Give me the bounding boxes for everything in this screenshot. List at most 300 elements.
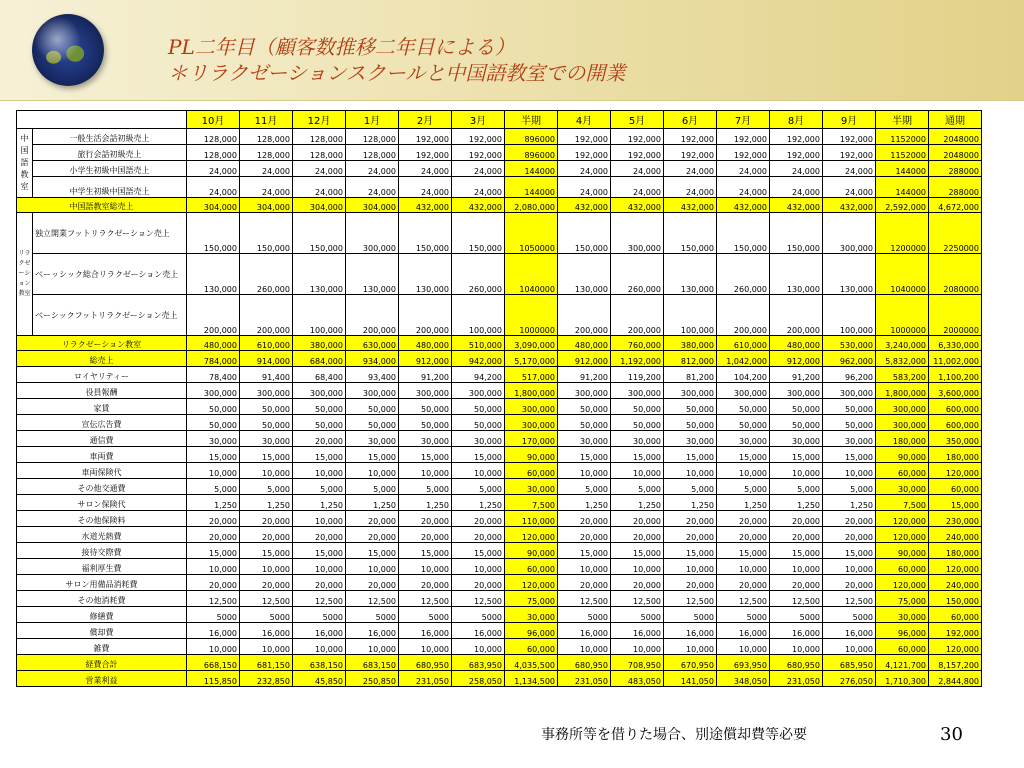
row-label: サロン用備品消耗費 bbox=[17, 575, 187, 591]
expense-row bbox=[17, 367, 982, 383]
value-cell: 24,000 bbox=[399, 177, 452, 198]
expense-row bbox=[17, 479, 982, 495]
value-cell: 150,000 bbox=[558, 213, 611, 254]
table-header-row bbox=[17, 111, 982, 129]
value-cell: 12,500 bbox=[346, 591, 399, 607]
value-cell: 75,000 bbox=[876, 591, 929, 607]
table-row bbox=[17, 177, 982, 198]
value-cell: 60,000 bbox=[876, 559, 929, 575]
group-label-relax: リラクゼーション教室 bbox=[17, 213, 33, 336]
expense-row bbox=[17, 591, 982, 607]
value-cell: 192,000 bbox=[611, 145, 664, 161]
value-cell: 120,000 bbox=[929, 639, 982, 655]
value-cell: 20,000 bbox=[240, 575, 293, 591]
value-cell: 4,672,000 bbox=[929, 198, 982, 213]
value-cell: 3,600,000 bbox=[929, 383, 982, 399]
value-cell: 304,000 bbox=[293, 198, 346, 213]
value-cell: 670,950 bbox=[664, 655, 717, 671]
value-cell: 638,150 bbox=[293, 655, 346, 671]
expense-row bbox=[17, 623, 982, 639]
row-label: その他消耗費 bbox=[17, 591, 187, 607]
value-cell: 15,000 bbox=[611, 447, 664, 463]
value-cell: 300,000 bbox=[876, 415, 929, 431]
value-cell: 130,000 bbox=[664, 254, 717, 295]
value-cell: 1,042,000 bbox=[717, 351, 770, 367]
value-cell: 300,000 bbox=[399, 383, 452, 399]
value-cell: 1050000 bbox=[505, 213, 558, 254]
value-cell: 300,000 bbox=[611, 213, 664, 254]
value-cell: 5000 bbox=[240, 607, 293, 623]
row-label: 独立開業フットリラクゼーション売上 bbox=[33, 213, 187, 254]
value-cell: 681,150 bbox=[240, 655, 293, 671]
value-cell: 24,000 bbox=[293, 177, 346, 198]
table-row bbox=[17, 254, 982, 295]
value-cell: 130,000 bbox=[770, 254, 823, 295]
expense-row bbox=[17, 431, 982, 447]
value-cell: 200,000 bbox=[240, 295, 293, 336]
value-cell: 5,832,000 bbox=[876, 351, 929, 367]
value-cell: 20,000 bbox=[187, 575, 240, 591]
value-cell: 304,000 bbox=[346, 198, 399, 213]
value-cell: 50,000 bbox=[240, 415, 293, 431]
value-cell: 260,000 bbox=[240, 254, 293, 295]
value-cell: 60,000 bbox=[505, 463, 558, 479]
value-cell: 16,000 bbox=[240, 623, 293, 639]
value-cell: 5000 bbox=[558, 607, 611, 623]
value-cell: 15,000 bbox=[240, 447, 293, 463]
value-cell: 24,000 bbox=[399, 161, 452, 177]
value-cell: 128,000 bbox=[240, 145, 293, 161]
value-cell: 20,000 bbox=[558, 575, 611, 591]
value-cell: 50,000 bbox=[452, 399, 505, 415]
value-cell: 300,000 bbox=[187, 383, 240, 399]
value-cell: 784,000 bbox=[187, 351, 240, 367]
value-cell: 20,000 bbox=[770, 575, 823, 591]
value-cell: 10,000 bbox=[346, 463, 399, 479]
value-cell: 104,200 bbox=[717, 367, 770, 383]
value-cell: 20,000 bbox=[452, 511, 505, 527]
expense-total-row bbox=[17, 655, 982, 671]
column-header: 9月 bbox=[823, 111, 876, 129]
value-cell: 2,080,000 bbox=[505, 198, 558, 213]
value-cell: 10,000 bbox=[240, 463, 293, 479]
value-cell: 192,000 bbox=[717, 145, 770, 161]
value-cell: 24,000 bbox=[346, 161, 399, 177]
value-cell: 16,000 bbox=[664, 623, 717, 639]
value-cell: 90,000 bbox=[505, 543, 558, 559]
value-cell: 683,950 bbox=[452, 655, 505, 671]
value-cell: 15,000 bbox=[770, 543, 823, 559]
expense-row bbox=[17, 543, 982, 559]
value-cell: 20,000 bbox=[187, 527, 240, 543]
value-cell: 20,000 bbox=[452, 575, 505, 591]
value-cell: 20,000 bbox=[823, 511, 876, 527]
value-cell: 130,000 bbox=[823, 254, 876, 295]
value-cell: 10,000 bbox=[717, 559, 770, 575]
value-cell: 20,000 bbox=[770, 511, 823, 527]
value-cell: 5,000 bbox=[293, 479, 346, 495]
value-cell: 10,000 bbox=[452, 639, 505, 655]
value-cell: 20,000 bbox=[664, 511, 717, 527]
sales-total-row bbox=[17, 351, 982, 367]
value-cell: 30,000 bbox=[823, 431, 876, 447]
pl-table bbox=[16, 110, 982, 687]
value-cell: 1000000 bbox=[876, 295, 929, 336]
value-cell: 120,000 bbox=[876, 575, 929, 591]
value-cell: 432,000 bbox=[823, 198, 876, 213]
value-cell: 90,000 bbox=[876, 447, 929, 463]
value-cell: 20,000 bbox=[611, 527, 664, 543]
value-cell: 200,000 bbox=[558, 295, 611, 336]
value-cell: 15,000 bbox=[929, 495, 982, 511]
subtotal-row bbox=[17, 336, 982, 351]
value-cell: 91,200 bbox=[399, 367, 452, 383]
value-cell: 200,000 bbox=[346, 295, 399, 336]
value-cell: 5,000 bbox=[346, 479, 399, 495]
value-cell: 10,000 bbox=[611, 559, 664, 575]
value-cell: 15,000 bbox=[187, 543, 240, 559]
value-cell: 10,000 bbox=[611, 463, 664, 479]
value-cell: 15,000 bbox=[717, 447, 770, 463]
value-cell: 10,000 bbox=[823, 559, 876, 575]
value-cell: 10,000 bbox=[399, 559, 452, 575]
value-cell: 5,000 bbox=[240, 479, 293, 495]
value-cell: 10,000 bbox=[187, 463, 240, 479]
value-cell: 1,250 bbox=[346, 495, 399, 511]
value-cell: 348,050 bbox=[717, 671, 770, 687]
value-cell: 110,000 bbox=[505, 511, 558, 527]
row-label: 通信費 bbox=[17, 431, 187, 447]
value-cell: 10,000 bbox=[558, 463, 611, 479]
table-row bbox=[17, 213, 982, 254]
value-cell: 5,000 bbox=[558, 479, 611, 495]
value-cell: 30,000 bbox=[876, 479, 929, 495]
subtotal-row bbox=[17, 198, 982, 213]
value-cell: 15,000 bbox=[558, 543, 611, 559]
value-cell: 50,000 bbox=[770, 415, 823, 431]
value-cell: 10,000 bbox=[664, 463, 717, 479]
value-cell: 120,000 bbox=[505, 527, 558, 543]
value-cell: 24,000 bbox=[187, 177, 240, 198]
value-cell: 10,000 bbox=[346, 639, 399, 655]
value-cell: 30,000 bbox=[505, 479, 558, 495]
header-blank-cell bbox=[17, 111, 187, 129]
value-cell: 300,000 bbox=[346, 383, 399, 399]
value-cell: 432,000 bbox=[717, 198, 770, 213]
value-cell: 2000000 bbox=[929, 295, 982, 336]
value-cell: 1,250 bbox=[240, 495, 293, 511]
value-cell: 20,000 bbox=[717, 527, 770, 543]
value-cell: 15,000 bbox=[664, 543, 717, 559]
value-cell: 15,000 bbox=[664, 447, 717, 463]
column-header: 3月 bbox=[452, 111, 505, 129]
value-cell: 192,000 bbox=[823, 145, 876, 161]
value-cell: 192,000 bbox=[770, 145, 823, 161]
value-cell: 5,170,000 bbox=[505, 351, 558, 367]
value-cell: 115,850 bbox=[187, 671, 240, 687]
row-label: 営業利益 bbox=[17, 671, 187, 687]
value-cell: 12,500 bbox=[611, 591, 664, 607]
value-cell: 16,000 bbox=[717, 623, 770, 639]
value-cell: 5000 bbox=[823, 607, 876, 623]
value-cell: 300,000 bbox=[505, 415, 558, 431]
value-cell: 192,000 bbox=[929, 623, 982, 639]
value-cell: 50,000 bbox=[293, 415, 346, 431]
value-cell: 91,400 bbox=[240, 367, 293, 383]
row-label: 家賃 bbox=[17, 399, 187, 415]
value-cell: 2080000 bbox=[929, 254, 982, 295]
value-cell: 144000 bbox=[505, 177, 558, 198]
column-header: 6月 bbox=[664, 111, 717, 129]
value-cell: 708,950 bbox=[611, 655, 664, 671]
value-cell: 15,000 bbox=[399, 543, 452, 559]
value-cell: 1152000 bbox=[876, 145, 929, 161]
value-cell: 20,000 bbox=[240, 511, 293, 527]
value-cell: 5000 bbox=[293, 607, 346, 623]
value-cell: 232,850 bbox=[240, 671, 293, 687]
value-cell: 192,000 bbox=[399, 129, 452, 145]
expense-row bbox=[17, 527, 982, 543]
expense-row bbox=[17, 447, 982, 463]
footer-note: 事務所等を借りた場合、別途償却費等必要 bbox=[541, 727, 807, 743]
value-cell: 50,000 bbox=[187, 399, 240, 415]
value-cell: 300,000 bbox=[240, 383, 293, 399]
value-cell: 1,250 bbox=[664, 495, 717, 511]
value-cell: 380,000 bbox=[664, 336, 717, 351]
value-cell: 300,000 bbox=[823, 383, 876, 399]
value-cell: 15,000 bbox=[187, 447, 240, 463]
value-cell: 20,000 bbox=[664, 575, 717, 591]
value-cell: 16,000 bbox=[770, 623, 823, 639]
value-cell: 12,500 bbox=[293, 591, 346, 607]
value-cell: 16,000 bbox=[452, 623, 505, 639]
value-cell: 5,000 bbox=[717, 479, 770, 495]
value-cell: 10,000 bbox=[240, 639, 293, 655]
value-cell: 5,000 bbox=[399, 479, 452, 495]
value-cell: 1,100,200 bbox=[929, 367, 982, 383]
row-label: その他交通費 bbox=[17, 479, 187, 495]
row-label: 役員報酬 bbox=[17, 383, 187, 399]
value-cell: 693,950 bbox=[717, 655, 770, 671]
value-cell: 120,000 bbox=[929, 559, 982, 575]
value-cell: 50,000 bbox=[558, 399, 611, 415]
value-cell: 5000 bbox=[664, 607, 717, 623]
expense-row bbox=[17, 495, 982, 511]
pl-table-wrapper bbox=[16, 110, 982, 687]
table-row bbox=[17, 161, 982, 177]
column-header: 12月 bbox=[293, 111, 346, 129]
value-cell: 81,200 bbox=[664, 367, 717, 383]
value-cell: 260,000 bbox=[611, 254, 664, 295]
value-cell: 24,000 bbox=[823, 161, 876, 177]
value-cell: 5000 bbox=[452, 607, 505, 623]
column-header: 5月 bbox=[611, 111, 664, 129]
value-cell: 90,000 bbox=[505, 447, 558, 463]
value-cell: 5000 bbox=[346, 607, 399, 623]
column-header: 11月 bbox=[240, 111, 293, 129]
value-cell: 50,000 bbox=[240, 399, 293, 415]
value-cell: 16,000 bbox=[293, 623, 346, 639]
value-cell: 1,250 bbox=[717, 495, 770, 511]
value-cell: 680,950 bbox=[558, 655, 611, 671]
value-cell: 432,000 bbox=[770, 198, 823, 213]
value-cell: 60,000 bbox=[929, 479, 982, 495]
value-cell: 5000 bbox=[187, 607, 240, 623]
value-cell: 24,000 bbox=[558, 177, 611, 198]
value-cell: 50,000 bbox=[399, 399, 452, 415]
value-cell: 200,000 bbox=[770, 295, 823, 336]
row-label: 接待交際費 bbox=[17, 543, 187, 559]
value-cell: 3,240,000 bbox=[876, 336, 929, 351]
value-cell: 94,200 bbox=[452, 367, 505, 383]
value-cell: 30,000 bbox=[558, 431, 611, 447]
value-cell: 170,000 bbox=[505, 431, 558, 447]
value-cell: 12,500 bbox=[664, 591, 717, 607]
row-label: 総売上 bbox=[17, 351, 187, 367]
value-cell: 15,000 bbox=[346, 543, 399, 559]
row-label: 中国語教室総売上 bbox=[17, 198, 187, 213]
value-cell: 10,000 bbox=[293, 463, 346, 479]
value-cell: 192,000 bbox=[717, 129, 770, 145]
value-cell: 16,000 bbox=[823, 623, 876, 639]
value-cell: 20,000 bbox=[346, 527, 399, 543]
row-label: その他保険料 bbox=[17, 511, 187, 527]
value-cell: 180,000 bbox=[876, 431, 929, 447]
group-label-chinese: 中国語教室 bbox=[17, 129, 33, 198]
value-cell: 60,000 bbox=[505, 559, 558, 575]
value-cell: 100,000 bbox=[664, 295, 717, 336]
row-label: 中学生初級中国語売上 bbox=[33, 177, 187, 198]
value-cell: 120,000 bbox=[505, 575, 558, 591]
value-cell: 304,000 bbox=[240, 198, 293, 213]
expense-row bbox=[17, 463, 982, 479]
value-cell: 912,000 bbox=[558, 351, 611, 367]
row-label: 宣伝広告費 bbox=[17, 415, 187, 431]
expense-row bbox=[17, 607, 982, 623]
value-cell: 150,000 bbox=[770, 213, 823, 254]
value-cell: 12,500 bbox=[240, 591, 293, 607]
value-cell: 128,000 bbox=[240, 129, 293, 145]
value-cell: 300,000 bbox=[558, 383, 611, 399]
value-cell: 4,035,500 bbox=[505, 655, 558, 671]
value-cell: 15,000 bbox=[452, 447, 505, 463]
value-cell: 480,000 bbox=[770, 336, 823, 351]
value-cell: 260,000 bbox=[452, 254, 505, 295]
value-cell: 30,000 bbox=[452, 431, 505, 447]
value-cell: 96,000 bbox=[876, 623, 929, 639]
value-cell: 1,800,000 bbox=[876, 383, 929, 399]
column-header: 通期 bbox=[929, 111, 982, 129]
value-cell: 12,500 bbox=[717, 591, 770, 607]
value-cell: 50,000 bbox=[770, 399, 823, 415]
value-cell: 91,200 bbox=[770, 367, 823, 383]
value-cell: 1040000 bbox=[505, 254, 558, 295]
value-cell: 150,000 bbox=[293, 213, 346, 254]
value-cell: 1000000 bbox=[505, 295, 558, 336]
value-cell: 50,000 bbox=[664, 415, 717, 431]
value-cell: 2048000 bbox=[929, 129, 982, 145]
value-cell: 68,400 bbox=[293, 367, 346, 383]
value-cell: 10,000 bbox=[717, 639, 770, 655]
column-header: 8月 bbox=[770, 111, 823, 129]
value-cell: 16,000 bbox=[399, 623, 452, 639]
value-cell: 517,000 bbox=[505, 367, 558, 383]
value-cell: 5000 bbox=[717, 607, 770, 623]
value-cell: 180,000 bbox=[929, 543, 982, 559]
value-cell: 20,000 bbox=[399, 527, 452, 543]
value-cell: 50,000 bbox=[717, 399, 770, 415]
value-cell: 680,950 bbox=[399, 655, 452, 671]
value-cell: 20,000 bbox=[293, 431, 346, 447]
value-cell: 90,000 bbox=[876, 543, 929, 559]
value-cell: 10,000 bbox=[187, 639, 240, 655]
value-cell: 128,000 bbox=[346, 129, 399, 145]
value-cell: 12,500 bbox=[187, 591, 240, 607]
value-cell: 120,000 bbox=[876, 511, 929, 527]
value-cell: 192,000 bbox=[558, 145, 611, 161]
value-cell: 50,000 bbox=[399, 415, 452, 431]
value-cell: 180,000 bbox=[929, 447, 982, 463]
value-cell: 50,000 bbox=[452, 415, 505, 431]
value-cell: 20,000 bbox=[823, 575, 876, 591]
column-header: 半期 bbox=[505, 111, 558, 129]
value-cell: 15,000 bbox=[823, 447, 876, 463]
column-header: 半期 bbox=[876, 111, 929, 129]
value-cell: 300,000 bbox=[717, 383, 770, 399]
value-cell: 510,000 bbox=[452, 336, 505, 351]
value-cell: 912,000 bbox=[770, 351, 823, 367]
value-cell: 60,000 bbox=[505, 639, 558, 655]
value-cell: 10,000 bbox=[240, 559, 293, 575]
value-cell: 11,002,000 bbox=[929, 351, 982, 367]
value-cell: 1,710,300 bbox=[876, 671, 929, 687]
value-cell: 24,000 bbox=[293, 161, 346, 177]
value-cell: 10,000 bbox=[399, 463, 452, 479]
value-cell: 432,000 bbox=[558, 198, 611, 213]
value-cell: 1,250 bbox=[558, 495, 611, 511]
value-cell: 5,000 bbox=[611, 479, 664, 495]
value-cell: 10,000 bbox=[770, 463, 823, 479]
row-label: ロイヤリティー bbox=[17, 367, 187, 383]
value-cell: 10,000 bbox=[823, 639, 876, 655]
column-header: 1月 bbox=[346, 111, 399, 129]
value-cell: 50,000 bbox=[823, 415, 876, 431]
value-cell: 1,250 bbox=[293, 495, 346, 511]
value-cell: 192,000 bbox=[558, 129, 611, 145]
value-cell: 128,000 bbox=[187, 145, 240, 161]
value-cell: 942,000 bbox=[452, 351, 505, 367]
value-cell: 896000 bbox=[505, 145, 558, 161]
value-cell: 150,000 bbox=[187, 213, 240, 254]
value-cell: 50,000 bbox=[611, 415, 664, 431]
value-cell: 30,000 bbox=[187, 431, 240, 447]
value-cell: 276,050 bbox=[823, 671, 876, 687]
value-cell: 1,800,000 bbox=[505, 383, 558, 399]
value-cell: 200,000 bbox=[611, 295, 664, 336]
value-cell: 50,000 bbox=[187, 415, 240, 431]
value-cell: 630,000 bbox=[346, 336, 399, 351]
value-cell: 45,850 bbox=[293, 671, 346, 687]
value-cell: 912,000 bbox=[399, 351, 452, 367]
value-cell: 119,200 bbox=[611, 367, 664, 383]
value-cell: 20,000 bbox=[717, 511, 770, 527]
value-cell: 24,000 bbox=[611, 177, 664, 198]
value-cell: 10,000 bbox=[293, 639, 346, 655]
value-cell: 192,000 bbox=[823, 129, 876, 145]
value-cell: 6,330,000 bbox=[929, 336, 982, 351]
row-label: リラクゼーション教室 bbox=[17, 336, 187, 351]
value-cell: 120,000 bbox=[876, 527, 929, 543]
